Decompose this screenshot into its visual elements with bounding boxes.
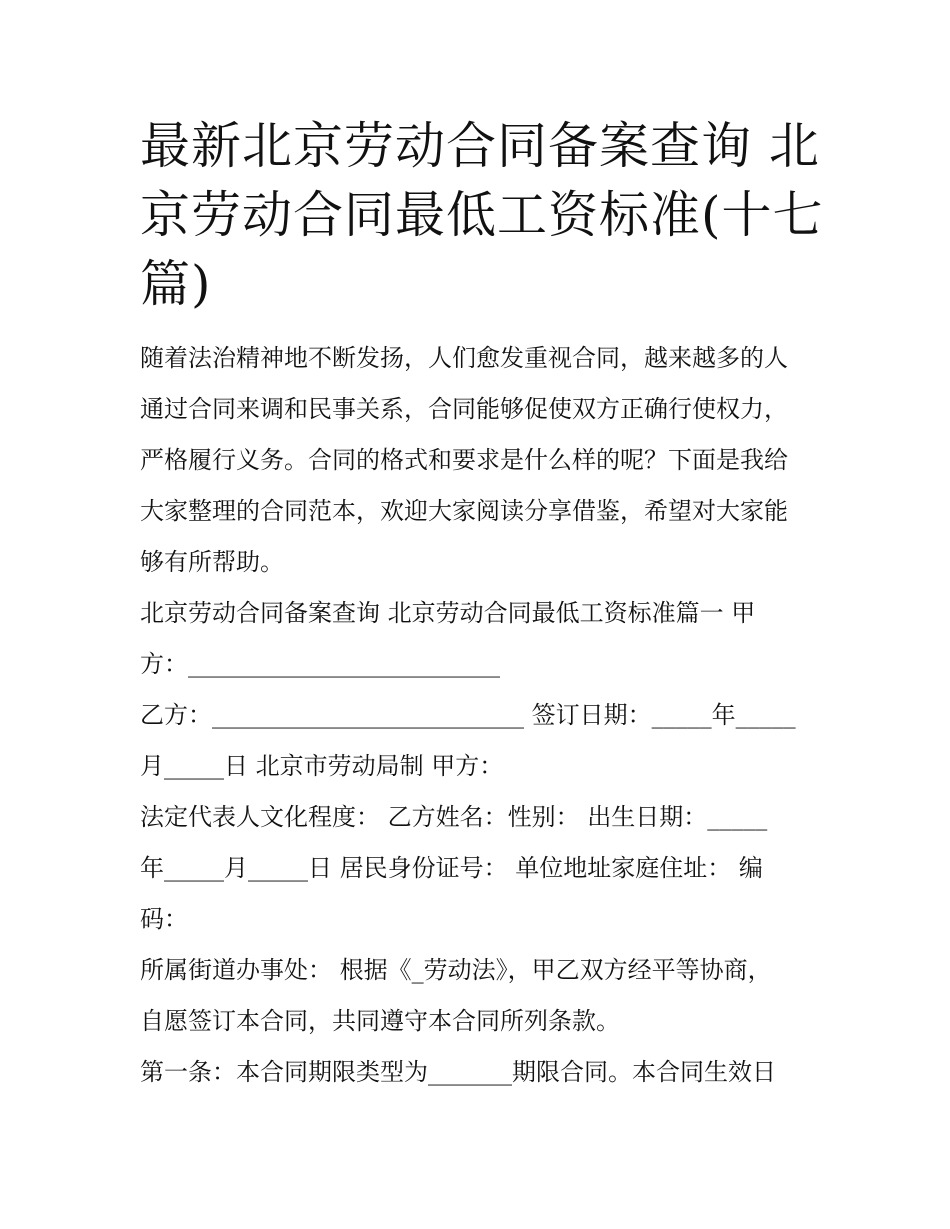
text-line: 月_____日 北京市劳动局制 甲方： bbox=[140, 752, 504, 780]
party-a-paragraph bbox=[140, 588, 820, 690]
text-line: 第一条：本合同期限类型为_______期限合同。本合同生效日 bbox=[140, 1058, 776, 1086]
document-body bbox=[140, 333, 820, 1098]
representative-paragraph bbox=[140, 792, 820, 945]
text-line: 码： bbox=[140, 905, 188, 933]
title-line: 京劳动合同最低工资标准(十七 bbox=[140, 186, 824, 244]
text-line: 够有所帮助。 bbox=[140, 548, 284, 576]
text-line: 随着法治精神地不断发扬，人们愈发重视合同，越来越多的人 bbox=[140, 344, 788, 372]
text-line: 北京劳动合同备案查询 北京劳动合同最低工资标准篇一 甲 bbox=[140, 599, 756, 627]
text-line: 所属街道办事处： 根据《_劳动法》，甲乙双方经平等协商， bbox=[140, 956, 772, 984]
text-line: 自愿签订本合同，共同遵守本合同所列条款。 bbox=[140, 1007, 620, 1035]
party-b-paragraph bbox=[140, 690, 820, 792]
text-line: 方：__________________________ bbox=[140, 650, 500, 678]
text-line: 乙方：__________________________ 签订日期：_____年_____ bbox=[140, 701, 796, 729]
text-line: 严格履行义务。合同的格式和要求是什么样的呢？下面是我给 bbox=[140, 446, 788, 474]
text-line: 通过合同来调和民事关系，合同能够促使双方正确行使权力， bbox=[140, 395, 788, 423]
article-one-paragraph bbox=[140, 1047, 820, 1098]
text-line: 大家整理的合同范本，欢迎大家阅读分享借鉴，希望对大家能 bbox=[140, 497, 788, 525]
text-line: 法定代表人文化程度： 乙方姓名：性别： 出生日期：_____ bbox=[140, 803, 768, 831]
text-line: 年_____月_____日 居民身份证号： 单位地址家庭住址： 编 bbox=[140, 854, 763, 882]
document-page bbox=[140, 112, 824, 1098]
title-line: 最新北京劳动合同备案查询 北 bbox=[140, 117, 820, 175]
intro-paragraph bbox=[140, 333, 820, 588]
title-line: 篇) bbox=[140, 255, 212, 313]
agreement-paragraph bbox=[140, 945, 820, 1047]
document-title bbox=[140, 112, 824, 319]
